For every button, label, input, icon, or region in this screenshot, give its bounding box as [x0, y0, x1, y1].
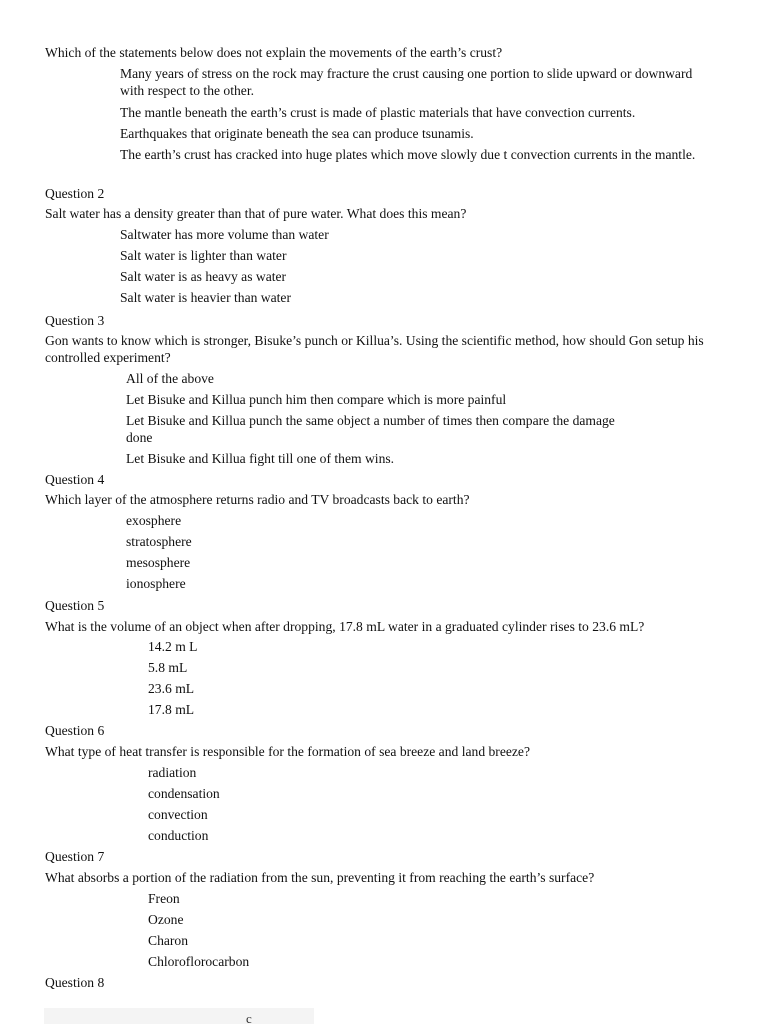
- answer-option: All of the above: [126, 371, 214, 386]
- question-number: Question 3: [45, 313, 105, 328]
- question-text: Gon wants to know which is stronger, Bisuke’s punch or Killua’s. Using the scientific method, how should Gon setup his controlled experiment?: [45, 333, 704, 365]
- answer-option: Ozone: [148, 912, 184, 927]
- question-text: Which layer of the atmosphere returns radio and TV broadcasts back to earth?: [45, 492, 470, 507]
- answer-option: Charon: [148, 933, 189, 948]
- cropped-image-fragment: [44, 1008, 314, 1024]
- answer-option: radiation: [148, 765, 197, 780]
- question-number: Question 7: [45, 849, 105, 864]
- answer-option: convection: [148, 807, 208, 822]
- answer-option: Salt water is heavier than water: [120, 290, 291, 305]
- answer-option: Salt water is lighter than water: [120, 248, 287, 263]
- question-number: Question 8: [45, 975, 105, 990]
- question-text: Salt water has a density greater than that of pure water. What does this mean?: [45, 206, 467, 221]
- answer-option: Saltwater has more volume than water: [120, 227, 329, 242]
- answer-option: conduction: [148, 828, 209, 843]
- answer-option: The earth’s crust has cracked into huge plates which move slowly due t convection currents in the mantle.: [120, 147, 696, 162]
- answer-option: The mantle beneath the earth’s crust is made of plastic materials that have convection currents.: [120, 105, 636, 120]
- question-text: What is the volume of an object when after dropping, 17.8 mL water in a graduated cylinder rises to 23.6 mL?: [45, 619, 645, 634]
- answer-option: Let Bisuke and Killua punch the same object a number of times then compare the damage done: [126, 413, 615, 445]
- answer-option: Chloroflorocarbon: [148, 954, 250, 969]
- answer-option: Salt water is as heavy as water: [120, 269, 287, 284]
- question-number: Question 2: [45, 186, 105, 201]
- answer-option: Let Bisuke and Killua fight till one of them wins.: [126, 451, 395, 466]
- answer-option: 14.2 m L: [148, 639, 198, 654]
- answer-option: stratosphere: [126, 534, 192, 549]
- answer-option: 5.8 mL: [148, 660, 188, 675]
- cropped-glyph: c: [246, 1011, 252, 1026]
- answer-option: condensation: [148, 786, 220, 801]
- answer-option: exosphere: [126, 513, 182, 528]
- question-text: Which of the statements below does not explain the movements of the earth’s crust?: [45, 45, 503, 60]
- question-text: What absorbs a portion of the radiation from the sun, preventing it from reaching the earth’s surface?: [45, 870, 595, 885]
- answer-option: ionosphere: [126, 576, 186, 591]
- answer-option: Many years of stress on the rock may fracture the crust causing one portion to slide upward or downward with respect to the other.: [120, 66, 693, 98]
- answer-option: Earthquakes that originate beneath the sea can produce tsunamis.: [120, 126, 474, 141]
- question-text: What type of heat transfer is responsible for the formation of sea breeze and land breeze?: [45, 744, 531, 759]
- question-number: Question 4: [45, 472, 105, 487]
- question-number: Question 5: [45, 598, 105, 613]
- question-number: Question 6: [45, 723, 105, 738]
- answer-option: Let Bisuke and Killua punch him then compare which is more painful: [126, 392, 507, 407]
- answer-option: 17.8 mL: [148, 702, 195, 717]
- answer-option: Freon: [148, 891, 180, 906]
- answer-option: mesosphere: [126, 555, 191, 570]
- answer-option: 23.6 mL: [148, 681, 195, 696]
